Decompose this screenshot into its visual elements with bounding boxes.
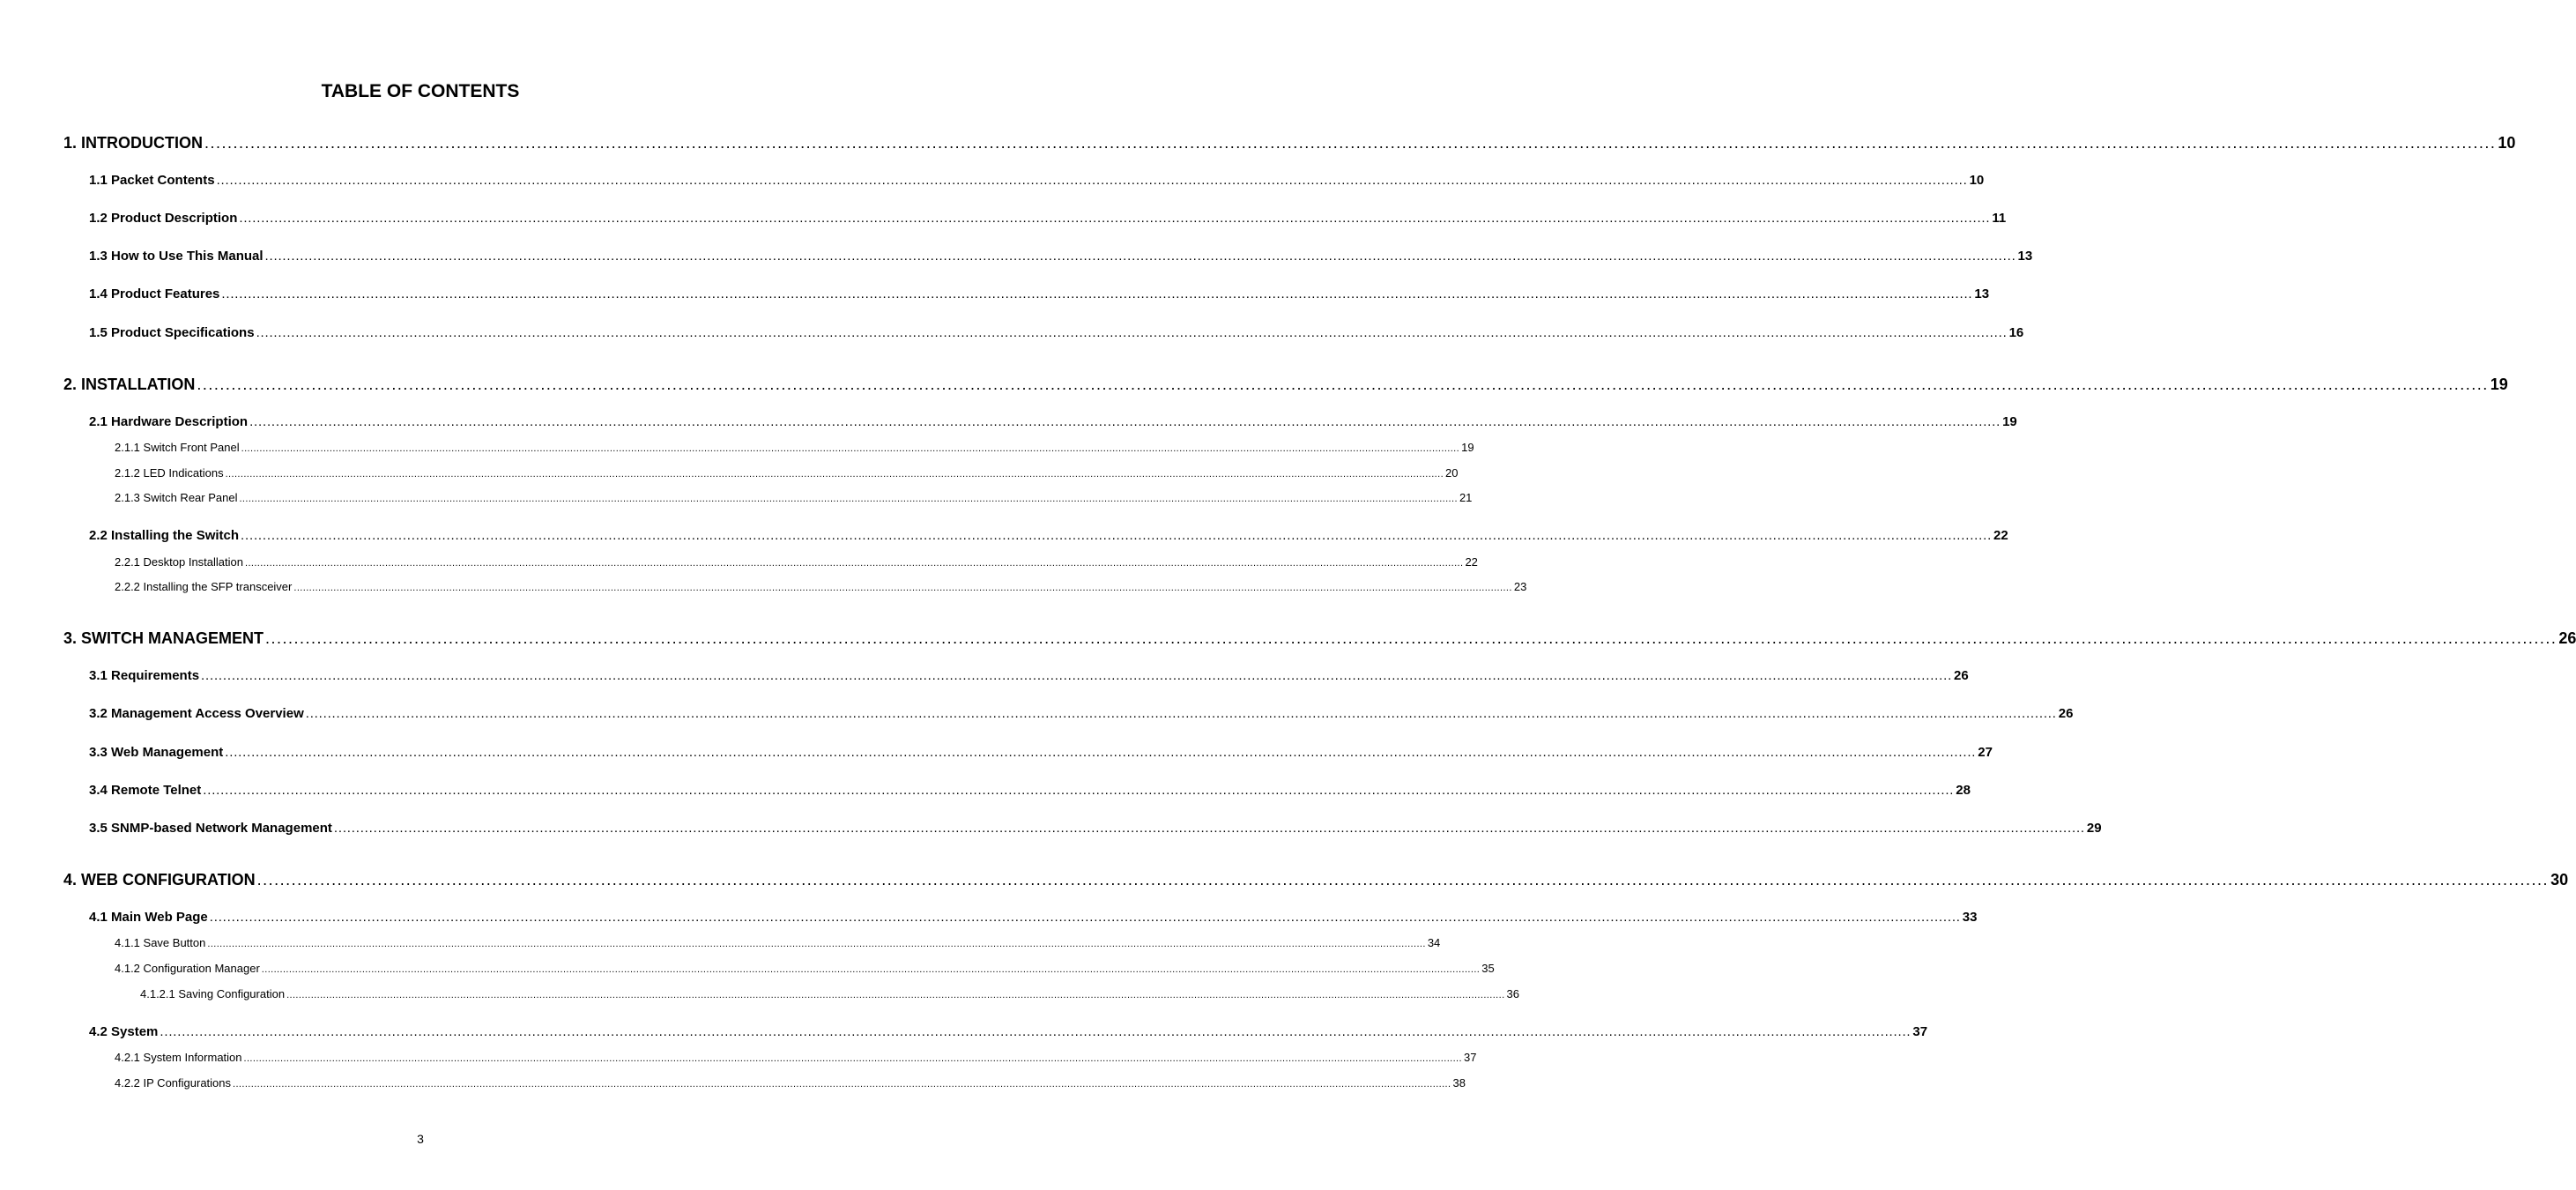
toc-leader-dots: ................................................................................................................................................................................................................................................................................................................................................................................................................: [203, 783, 1955, 798]
toc-entry-2-1-2-led-indications[interactable]: [115, 465, 1459, 482]
toc-entry-2-installation[interactable]: [63, 374, 2508, 395]
toc-leader-dots: ................................................................................................................................................................................................................................................................................................................................................................................................................: [216, 173, 1968, 188]
toc-entry-label: 3.2 Management Access Overview: [89, 706, 304, 721]
toc-leader-dots: ................................................................................................................................................................................................................................................................................................................................................................................................................: [239, 211, 1991, 226]
toc-entry-label: 4. WEB CONFIGURATION: [63, 871, 256, 889]
toc-entry-2-2-2-installing-sfp[interactable]: [115, 579, 1527, 596]
toc-entry-page: 11: [1992, 211, 2007, 226]
toc-entry-page: 27: [1978, 745, 1993, 760]
toc-leader-dots: ................................................................................................................................................................................................................................................................................................................................................................................................................: [286, 990, 1505, 1000]
toc-entry-label: 4.1.2.1 Saving Configuration: [140, 987, 286, 1000]
toc-entry-label: 2.2.1 Desktop Installation: [115, 555, 243, 569]
toc-leader-dots: ................................................................................................................................................................................................................................................................................................................................................................................................................: [233, 1079, 1451, 1090]
toc-leader-dots: ................................................................................................................................................................................................................................................................................................................................................................................................................: [305, 706, 2057, 721]
toc-entry-label: 4.1 Main Web Page: [89, 910, 208, 925]
toc-entry-4-1-2-configuration-manager[interactable]: [115, 961, 1495, 978]
toc-entry-2-2-installing-the-switch[interactable]: [89, 527, 2008, 545]
toc-entry-label: 4.1.2 Configuration Manager: [115, 962, 260, 975]
toc-leader-dots: ................................................................................................................................................................................................................................................................................................................................................................................................................: [207, 939, 1426, 949]
toc-entry-page: 38: [1452, 1076, 1466, 1090]
toc-entry-1-introduction[interactable]: [63, 132, 2516, 153]
toc-entry-label: 3.1 Requirements: [89, 668, 200, 683]
toc-leader-dots: ................................................................................................................................................................................................................................................................................................................................................................................................................: [204, 134, 2497, 152]
toc-entry-page: 26: [1954, 668, 1969, 683]
toc-entry-3-3-web-management[interactable]: [89, 744, 1993, 762]
toc-entry-4-web-configuration[interactable]: [63, 869, 2569, 890]
toc-entry-3-1-requirements[interactable]: [89, 667, 1969, 685]
toc-entry-label: 1.2 Product Description: [89, 211, 238, 226]
toc-leader-dots: ................................................................................................................................................................................................................................................................................................................................................................................................................: [221, 286, 1973, 301]
toc-entry-page: 10: [1969, 173, 1985, 188]
toc-leader-dots: ................................................................................................................................................................................................................................................................................................................................................................................................................: [160, 1024, 1912, 1039]
toc-entry-label: 1. INTRODUCTION: [63, 134, 204, 152]
toc-entry-label: 2.2.2 Installing the SFP transceiver: [115, 580, 293, 593]
toc-entry-label: 2.1 Hardware Description: [89, 414, 249, 429]
toc-leader-dots: ................................................................................................................................................................................................................................................................................................................................................................................................................: [197, 376, 2489, 393]
toc-entry-label: 1.3 How to Use This Manual: [89, 249, 264, 264]
toc-leader-dots: ................................................................................................................................................................................................................................................................................................................................................................................................................: [293, 583, 1512, 593]
toc-entry-page: 21: [1459, 491, 1473, 504]
toc-entry-1-2-product-description[interactable]: [89, 210, 2007, 227]
toc-entry-label: 2.1.3 Switch Rear Panel: [115, 491, 238, 504]
toc-entry-2-1-3-switch-rear-panel[interactable]: [115, 490, 1473, 507]
toc-entry-2-1-1-switch-front-panel[interactable]: [115, 440, 1474, 457]
toc-entry-page: 19: [2490, 376, 2508, 393]
toc-entry-page: 16: [2008, 325, 2024, 340]
toc-leader-dots: ................................................................................................................................................................................................................................................................................................................................................................................................................: [265, 629, 2557, 647]
toc-leader-dots: ................................................................................................................................................................................................................................................................................................................................................................................................................: [256, 871, 2550, 889]
toc-entry-4-2-1-system-information[interactable]: [115, 1050, 1477, 1067]
toc-leader-dots: ................................................................................................................................................................................................................................................................................................................................................................................................................: [225, 745, 1977, 760]
toc-entry-label: 4.2.1 System Information: [115, 1051, 242, 1064]
toc-entry-label: 2.1.2 LED Indications: [115, 466, 224, 480]
toc-entry-4-1-main-web-page[interactable]: [89, 909, 1978, 926]
toc-leader-dots: ................................................................................................................................................................................................................................................................................................................................................................................................................: [256, 325, 2008, 340]
toc-entry-page: 13: [2017, 249, 2033, 264]
toc-entry-2-2-1-desktop-installation[interactable]: [115, 554, 1478, 571]
toc-entry-1-3-how-to-use[interactable]: [89, 248, 2033, 265]
toc-leader-dots: ................................................................................................................................................................................................................................................................................................................................................................................................................: [333, 821, 2085, 836]
toc-entry-2-1-hardware-description[interactable]: [89, 413, 2017, 431]
toc-leader-dots: ................................................................................................................................................................................................................................................................................................................................................................................................................: [239, 494, 1458, 504]
toc-leader-dots: ................................................................................................................................................................................................................................................................................................................................................................................................................: [264, 249, 2016, 264]
toc-entry-page: 23: [1513, 580, 1527, 593]
toc-entry-label: 2.2 Installing the Switch: [89, 528, 240, 543]
toc-entry-label: 3.3 Web Management: [89, 745, 224, 760]
toc-entry-page: 28: [1956, 783, 1971, 798]
toc-leader-dots: ................................................................................................................................................................................................................................................................................................................................................................................................................: [241, 528, 1993, 543]
toc-entry-label: 1.5 Product Specifications: [89, 325, 255, 340]
toc-leader-dots: ................................................................................................................................................................................................................................................................................................................................................................................................................: [201, 668, 1953, 683]
toc-entry-page: 36: [1506, 987, 1519, 1000]
toc-entry-page: 37: [1463, 1051, 1477, 1064]
toc-entry-page: 37: [1912, 1024, 1928, 1039]
toc-entry-label: 1.4 Product Features: [89, 286, 220, 301]
page-number: 3: [417, 1132, 424, 1146]
toc-entry-page: 26: [2058, 706, 2074, 721]
toc-leader-dots: ................................................................................................................................................................................................................................................................................................................................................................................................................: [261, 964, 1481, 975]
toc-entry-4-2-2-ip-configurations[interactable]: [115, 1075, 1466, 1092]
toc-entry-page: 19: [1461, 441, 1474, 454]
toc-entry-page: 19: [2002, 414, 2017, 429]
toc-leader-dots: ................................................................................................................................................................................................................................................................................................................................................................................................................: [244, 558, 1464, 569]
toc-entry-page: 26: [2558, 629, 2576, 647]
toc-entry-page: 20: [1445, 466, 1459, 480]
toc-entry-label: 4.1.1 Save Button: [115, 936, 206, 949]
toc-leader-dots: ................................................................................................................................................................................................................................................................................................................................................................................................................: [249, 414, 2001, 429]
toc-entry-4-2-system[interactable]: [89, 1023, 1928, 1041]
page-title: TABLE OF CONTENTS: [321, 81, 520, 101]
toc-entry-label: 2.1.1 Switch Front Panel: [115, 441, 240, 454]
toc-entry-page: 33: [1962, 910, 1978, 925]
toc-entry-label: 1.1 Packet Contents: [89, 173, 215, 188]
toc-entry-page: 30: [2550, 871, 2569, 889]
toc-leader-dots: ................................................................................................................................................................................................................................................................................................................................................................................................................: [209, 910, 1961, 925]
toc-entry-label: 3.4 Remote Telnet: [89, 783, 202, 798]
toc-entry-page: 34: [1427, 936, 1441, 949]
toc-leader-dots: ................................................................................................................................................................................................................................................................................................................................................................................................................: [241, 443, 1460, 454]
toc-entry-label: 4.2 System: [89, 1024, 159, 1039]
toc-entry-page: 35: [1481, 962, 1495, 975]
toc-entry-3-4-remote-telnet[interactable]: [89, 782, 1971, 800]
toc-entry-page: 13: [1974, 286, 1990, 301]
toc-entry-page: 22: [1993, 528, 2008, 543]
toc-entry-3-switch-management[interactable]: [63, 628, 2576, 649]
toc-entry-1-5-product-specifications[interactable]: [89, 324, 2024, 342]
toc-entry-label: 3.5 SNMP-based Network Management: [89, 821, 332, 836]
toc-entry-4-1-1-save-button[interactable]: [115, 935, 1441, 952]
toc-entry-page: 10: [2498, 134, 2516, 152]
toc-entry-label: 3. SWITCH MANAGEMENT: [63, 629, 264, 647]
toc-entry-1-4-product-features[interactable]: [89, 286, 1990, 303]
toc-entry-page: 29: [2086, 821, 2102, 836]
toc-entry-4-1-2-1-saving-configuration[interactable]: [140, 986, 1519, 1003]
toc-entry-3-5-snmp-network-management[interactable]: [89, 820, 2102, 837]
toc-entry-label: 2. INSTALLATION: [63, 376, 196, 393]
toc-entry-1-1-packet-contents[interactable]: [89, 172, 1985, 190]
toc-entry-label: 4.2.2 IP Configurations: [115, 1076, 232, 1090]
toc-leader-dots: ................................................................................................................................................................................................................................................................................................................................................................................................................: [225, 469, 1444, 480]
toc-entry-3-2-management-access-overview[interactable]: [89, 705, 2074, 723]
toc-entry-page: 22: [1465, 555, 1478, 569]
toc-leader-dots: ................................................................................................................................................................................................................................................................................................................................................................................................................: [243, 1053, 1462, 1064]
